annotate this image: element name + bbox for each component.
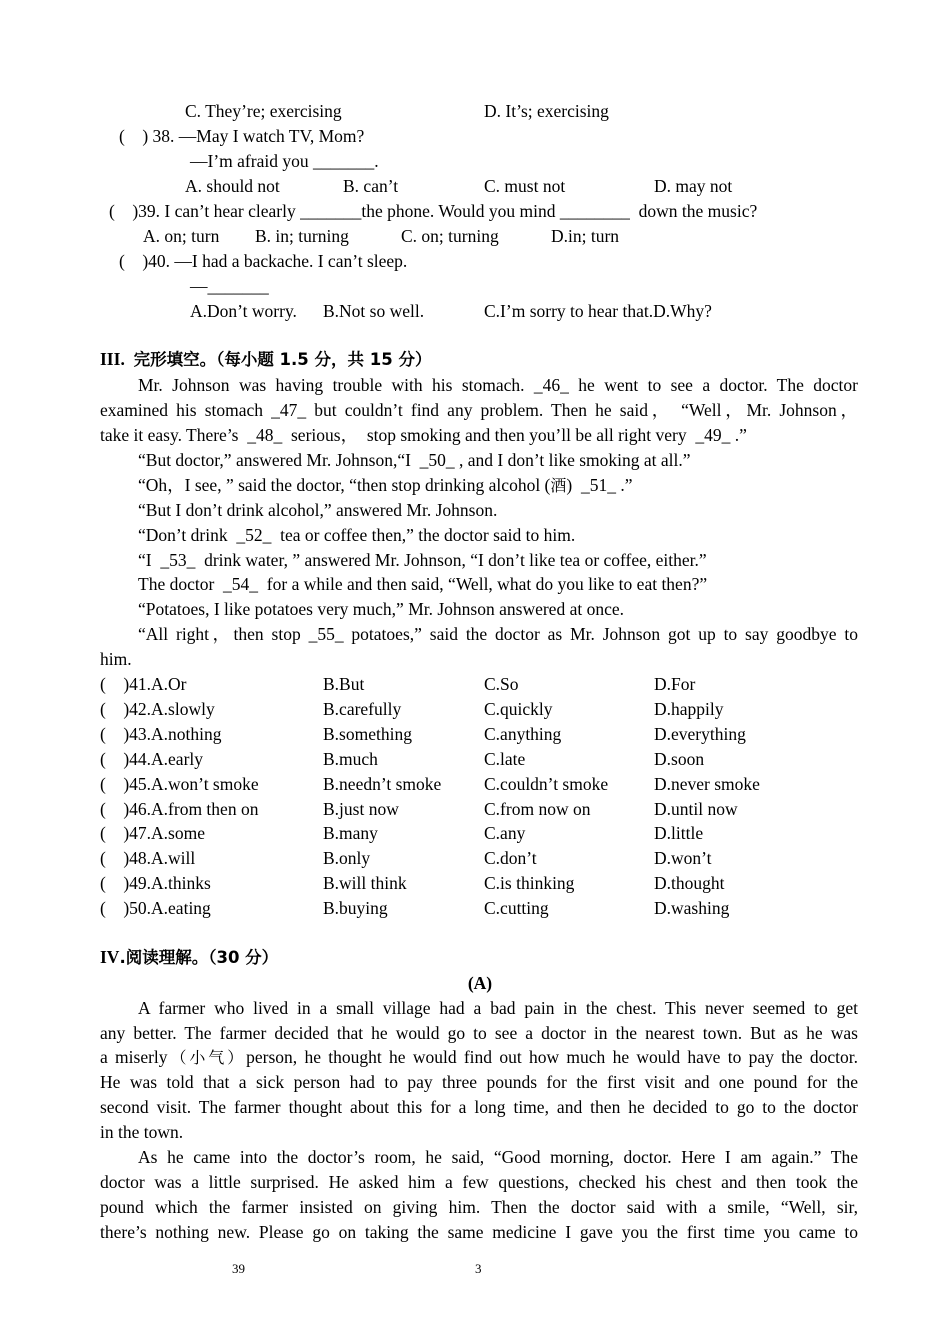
q40-option-cd: C.I’m sorry to hear that.D.Why? — [484, 301, 712, 321]
cloze-p5: “Don’t drink _52_ tea or coffee then,” the doctor said to him. — [138, 525, 576, 545]
cloze-p9-line1: “All right，then stop _55_ potatoes,” said the doctor as Mr. Johnson got up to say goodbye to — [138, 624, 858, 644]
q40-option-b: B.Not so well. — [323, 301, 425, 321]
option-row-44-c: C.late — [484, 749, 526, 769]
reading-a-p1-line2: any better. The farmer decided that he would go to see a doctor in the nearest town. But as he was — [100, 1023, 858, 1043]
option-row-43-a: ( )43.A.nothing — [100, 724, 222, 744]
option-row-47-b: B.many — [323, 823, 378, 843]
cloze-p8: “Potatoes, I like potatoes very much,” Mr. Johnson answered at once. — [138, 599, 624, 619]
reading-sub-heading: (A) — [467, 973, 493, 993]
q37-option-d: D. It’s; exercising — [484, 101, 609, 121]
cloze-p1-line1: Mr. Johnson was having trouble with his stomach. _46_ he went to see a doctor. The doctor — [138, 375, 858, 395]
option-row-47-a: ( )47.A.some — [100, 823, 205, 843]
reading-a-p1-line6: in the town. — [100, 1122, 184, 1142]
reading-heading-num: IV — [100, 947, 120, 967]
option-row-48-a: ( )48.A.will — [100, 848, 196, 868]
q38-option-c: C. must not — [484, 176, 566, 196]
cloze-p3-post: ) _51_ .” — [566, 475, 633, 495]
option-row-42-b: B.carefully — [323, 699, 402, 719]
cloze-p6: “I _53_ drink water, ” answered Mr. Johnson, “I don’t like tea or coffee, either.” — [138, 550, 707, 570]
q39-option-d: D.in; turn — [551, 226, 620, 246]
reading-a-p1-line3 — [100, 1045, 858, 1070]
option-row-45-c: C.couldn’t smoke — [484, 774, 609, 794]
option-row-43-b: B.something — [323, 724, 412, 744]
reading-a-p1-line3-cn: （小气） — [167, 1048, 247, 1067]
cloze-heading — [100, 347, 431, 372]
reading-a-p1-line3-post: person, he thought he would find out how much he would have to pay the doctor. — [246, 1047, 858, 1067]
option-row-41-b: B.But — [323, 674, 365, 694]
cloze-p1-line2: examined his stomach _47_ but couldn’t find any problem. Then he said， “Well，Mr. Johnson， — [100, 400, 858, 420]
option-row-43-d: D.everything — [654, 724, 746, 744]
cloze-p9-line2: him. — [100, 649, 132, 669]
option-row-48-c: C.don’t — [484, 848, 537, 868]
q39-stem: ( )39. I can’t hear clearly _______the phone. Would you mind ________ down the music? — [109, 201, 758, 221]
cloze-heading-title: 完形填空。（每小题 1.5 分，共 15 分） — [133, 350, 432, 369]
option-row-50-c: C.cutting — [484, 898, 549, 918]
option-row-44-a: ( )44.A.early — [100, 749, 204, 769]
option-row-42-a: ( )42.A.slowly — [100, 699, 215, 719]
option-row-43-c: C.anything — [484, 724, 562, 744]
option-row-49-a: ( )49.A.thinks — [100, 873, 211, 893]
option-row-45-b: B.needn’t smoke — [323, 774, 442, 794]
q37-option-c: C. They’re; exercising — [185, 101, 342, 121]
option-row-48-b: B.only — [323, 848, 371, 868]
q38-option-b: B. can’t — [343, 176, 399, 196]
option-row-45-a: ( )45.A.won’t smoke — [100, 774, 259, 794]
cloze-p7: The doctor _54_ for a while and then said, “Well, what do you like to eat then?” — [138, 574, 708, 594]
option-row-46-a: ( )46.A.from then on — [100, 799, 259, 819]
reading-a-p2-line4: there’s nothing new. Please go on taking the same medicine I gave you the first time you came to — [100, 1222, 858, 1242]
option-row-50-a: ( )50.A.eating — [100, 898, 211, 918]
option-row-47-c: C.any — [484, 823, 526, 843]
cloze-p4: “But I don’t drink alcohol,” answered Mr. Johnson. — [138, 500, 498, 520]
reading-a-p1-line5: second visit. The farmer thought about this for a long time, and then he decided to go to the doctor — [100, 1097, 858, 1117]
cloze-p1-line3: take it easy. There’s _48_ serious， stop smoking and then you’ll be all right very _49_ .” — [100, 425, 747, 445]
q40-reply: —_______ — [190, 276, 269, 296]
footer-left-number: 39 — [232, 1261, 245, 1276]
option-row-49-d: D.thought — [654, 873, 725, 893]
reading-a-p2-line1: As he came into the doctor’s room, he said, “Good morning, doctor. Here I am again.” The — [138, 1147, 858, 1167]
reading-heading — [100, 945, 278, 970]
q38-reply: —I’m afraid you _______. — [190, 151, 379, 171]
option-row-49-c: C.is thinking — [484, 873, 575, 893]
option-row-50-d: D.washing — [654, 898, 730, 918]
option-row-41-c: C.So — [484, 674, 519, 694]
option-row-46-c: C.from now on — [484, 799, 591, 819]
option-row-48-d: D.won’t — [654, 848, 712, 868]
reading-a-p2-line2: doctor was a little surprised. He asked him a few questions, checked his chest and then took the — [100, 1172, 858, 1192]
q39-option-a: A. on; turn — [143, 226, 220, 246]
option-row-41-d: D.For — [654, 674, 696, 694]
option-row-42-c: C.quickly — [484, 699, 553, 719]
option-row-49-b: B.will think — [323, 873, 407, 893]
option-row-42-d: D.happily — [654, 699, 724, 719]
option-row-50-b: B.buying — [323, 898, 388, 918]
cloze-heading-dot: . — [120, 349, 134, 369]
option-row-47-d: D.little — [654, 823, 704, 843]
cloze-p3 — [138, 473, 633, 498]
option-row-46-b: B.just now — [323, 799, 399, 819]
option-row-41-a: ( )41.A.Or — [100, 674, 187, 694]
cloze-p3-cn: 酒 — [550, 476, 567, 495]
cloze-heading-num: III — [100, 349, 121, 369]
q38-option-a: A. should not — [185, 176, 280, 196]
option-row-45-d: D.never smoke — [654, 774, 760, 794]
q38-option-d: D. may not — [654, 176, 733, 196]
option-row-46-d: D.until now — [654, 799, 738, 819]
cloze-p2: “But doctor,” answered Mr. Johnson,“I _50_ , and I don’t like smoking at all.” — [138, 450, 691, 470]
reading-heading-title: .阅读理解。（30 分） — [119, 948, 279, 967]
q40-option-a: A.Don’t worry. — [190, 301, 297, 321]
reading-a-p1-line4: He was told that a sick person had to pay three pounds for the first visit and one pound for the — [100, 1072, 858, 1092]
option-row-44-d: D.soon — [654, 749, 705, 769]
page-number: 3 — [475, 1261, 482, 1276]
q40-stem: ( )40. —I had a backache. I can’t sleep. — [119, 251, 408, 271]
q39-option-b: B. in; turning — [255, 226, 349, 246]
cloze-p3-pre: “Oh，I see, ” said the doctor, “then stop drinking alcohol ( — [138, 475, 551, 495]
option-row-44-b: B.much — [323, 749, 378, 769]
reading-a-p2-line3: pound which the farmer insisted on giving him. Then the doctor said with a smile, “Well, sir, — [100, 1197, 858, 1217]
q39-option-c: C. on; turning — [401, 226, 499, 246]
reading-a-p1-line1: A farmer who lived in a small village had a bad pain in the chest. This never seemed to get — [138, 998, 858, 1018]
reading-a-p1-line3-pre: a miserly — [100, 1047, 168, 1067]
q38-stem: ( ) 38. —May I watch TV, Mom? — [119, 126, 365, 146]
